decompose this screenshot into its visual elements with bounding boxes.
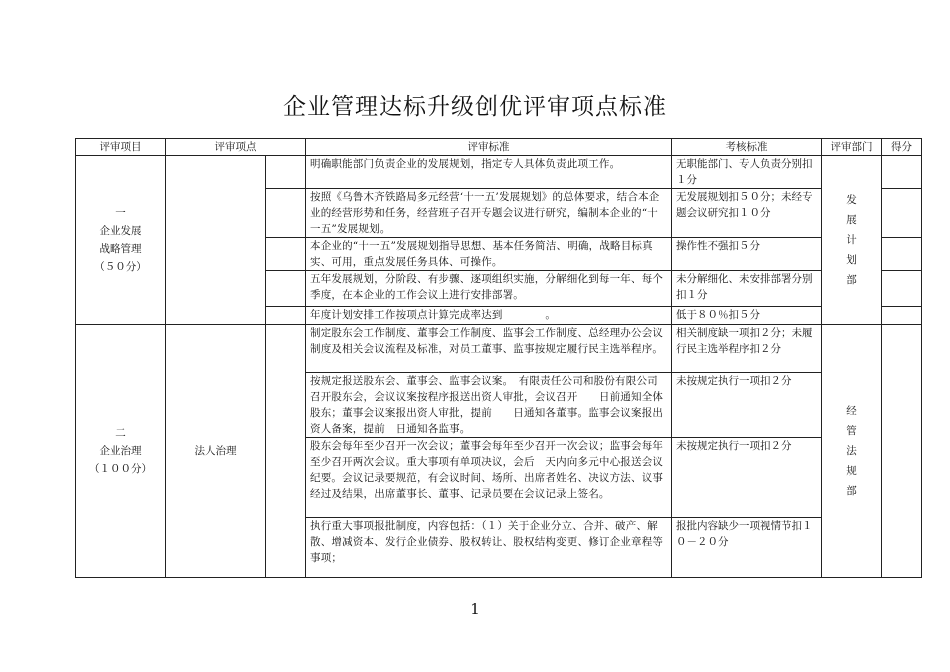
section1-points: （５０分）	[94, 261, 147, 273]
assess-cell: 相关制度缺一项扣２分；未履行民主选举程序扣２分	[672, 325, 822, 373]
assess-cell: 未分解细化、未安排部署分别扣１分	[672, 271, 822, 307]
page-number: 1	[470, 600, 480, 618]
assess-cell: 无发展规划扣５０分；未经专题会议研究扣１０分	[672, 189, 822, 238]
score-cell	[882, 271, 922, 307]
section1-number: 一	[115, 207, 126, 219]
section1-subpoint	[266, 238, 306, 271]
section1-subpoint	[266, 189, 306, 238]
section2-dept	[822, 325, 882, 578]
header-item: 评审项目	[76, 139, 166, 156]
dept-char: 发	[846, 194, 857, 206]
dept-char: 划	[846, 254, 857, 266]
dept-char: 管	[846, 425, 857, 437]
standard-cell: 股东会每年至少召开一次会议；董事会每年至少召开一次会议；监事会每年至少召开两次会议。重大事项有单项决议，会后 天内向多元中心报送会议纪要。会议记录要规范，有会议时间、场所、出席者姓名、决议方法、议事经过及结果，出席董事长、董事、记录员要在会议记录上签名。	[306, 438, 672, 518]
section1-subpoint	[266, 271, 306, 307]
document-title: 企业管理达标升级创优评审项点标准	[283, 94, 667, 120]
section1-dept	[822, 156, 882, 325]
standard-cell: 制定股东会工作制度、董事会工作制度、监事会工作制度、总经理办公会议制度及相关会议流程及标准，对员工董事、监事按规定履行民主选举程序。	[306, 325, 672, 373]
dept-char: 部	[846, 274, 857, 286]
header-dept: 评审部门	[822, 139, 882, 156]
score-cell	[882, 189, 922, 238]
section1-subpoint	[266, 156, 306, 189]
score-cell	[882, 238, 922, 271]
header-score: 得分	[882, 139, 922, 156]
score-cell	[882, 156, 922, 189]
header-standard: 评审标准	[306, 139, 672, 156]
assess-cell: 报批内容缺少一项视情节扣１０－２０分	[672, 518, 822, 578]
dept-char: 法	[846, 445, 857, 457]
standard-cell: 明确职能部门负责企业的发展规划，指定专人具体负责此项工作。	[306, 156, 672, 189]
assess-cell: 无职能部门、专人负责分别扣１分	[672, 156, 822, 189]
standard-cell: 按规定报送股东会、董事会、监事会议案。 有限责任公司和股份有限公司召开股东会，会议议案按程序报送出资人审批，会议召开 日前通知全体股东；董事会议案报出资人审批，提前 日通知各董事。监事会议案报出资人备案，提前 日通知各监事。	[306, 373, 672, 438]
section1-point	[166, 156, 266, 325]
assess-cell: 操作性不强扣５分	[672, 238, 822, 271]
header-assess: 考核标准	[672, 139, 822, 156]
standard-cell: 五年发展规划，分阶段、有步骤、逐项组织实施，分解细化到每一年、每个季度，在本企业的工作会议上进行安排部署。	[306, 271, 672, 307]
table-row	[76, 156, 922, 189]
section2-subpoint	[266, 325, 306, 578]
section2-points: （１００分）	[89, 463, 152, 475]
section2-item	[76, 325, 166, 578]
dept-char: 部	[846, 485, 857, 497]
standard-cell: 按照《乌鲁木齐铁路局多元经营‘十一五’发展规划》的总体要求，结合本企业的经营形势和任务，经营班子召开专题会议进行研究，编制本企业的“十一五”发展规划。	[306, 189, 672, 238]
dept-char: 经	[846, 405, 857, 417]
header-row	[76, 139, 922, 156]
assess-cell: 未按规定执行一项扣２分	[672, 373, 822, 438]
assess-cell: 低于８０％扣５分	[672, 307, 822, 325]
section1-subpoint	[266, 307, 306, 325]
section1-name-line1: 企业发展	[99, 225, 142, 237]
section2-number: 二	[115, 427, 126, 439]
standard-cell: 本企业的“十一五”发展规划指导思想、基本任务简洁、明确，战略目标真实、可用，重点发展任务具体、可操作。	[306, 238, 672, 271]
score-cell	[882, 307, 922, 325]
section1-item	[76, 156, 166, 325]
table-row	[76, 325, 922, 373]
standard-cell: 执行重大事项报批制度，内容包括：（１）关于企业分立、合并、破产、解散、增减资本、发行企业债券、股权转让、股权结构变更、修订企业章程等事项；	[306, 518, 672, 578]
header-point: 评审项点	[166, 139, 306, 156]
score-cell	[882, 325, 922, 578]
standard-cell: 年度计划安排工作按项点计算完成率达到 。	[306, 307, 672, 325]
section2-point: 法人治理	[166, 325, 266, 578]
assess-cell: 未按规定执行一项扣２分	[672, 438, 822, 518]
section1-name-line2: 战略管理	[99, 243, 142, 255]
dept-char: 计	[846, 234, 857, 246]
dept-char: 展	[846, 214, 857, 226]
section2-name-line1: 企业治理	[99, 445, 142, 457]
dept-char: 规	[846, 465, 857, 477]
criteria-table	[75, 138, 922, 578]
